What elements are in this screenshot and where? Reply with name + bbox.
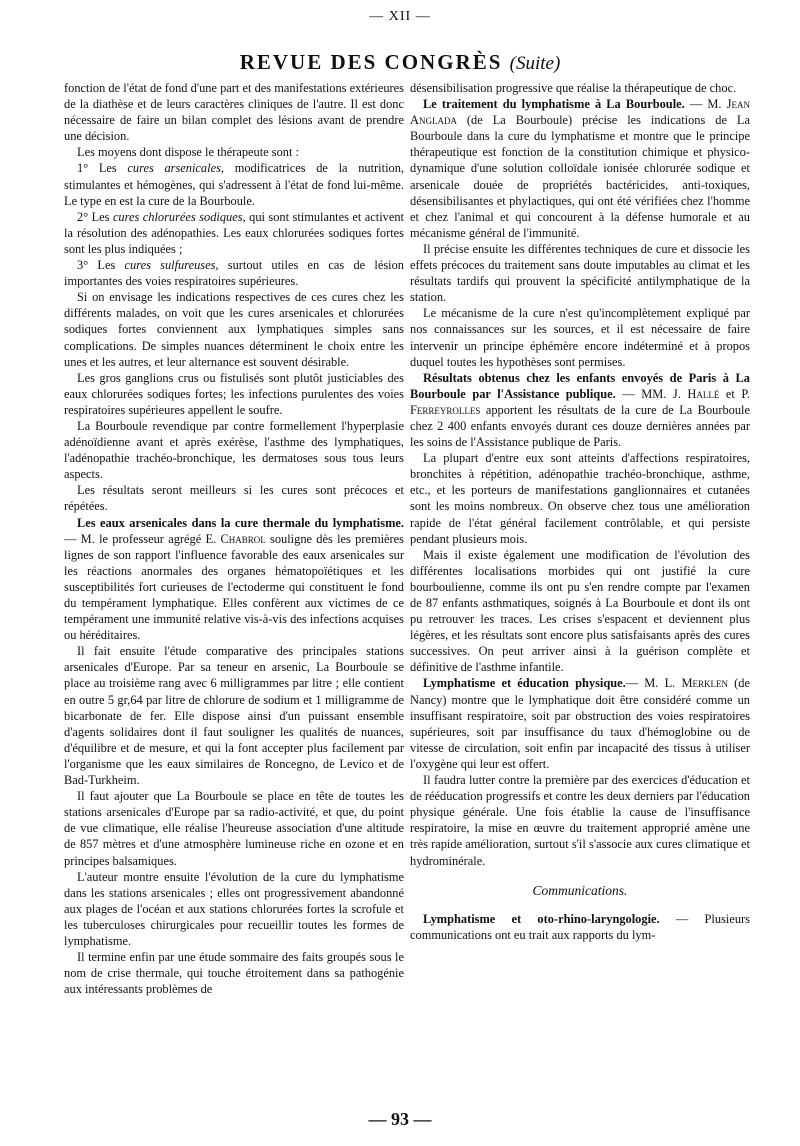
page-folio: — XII — [369, 9, 431, 24]
paragraph: La Bourboule revendique par contre formellement l'hyperplasie adénoïdienne avant et après exérèse, l'asthme des lymphatiques, l'adénopathie trachéo-bronchique, les dermatoses sous tous leurs aspects. [64, 418, 404, 482]
section-heading: Lymphatisme et oto-rhino-laryngologie. [423, 911, 660, 926]
title-suite: (Suite) [509, 53, 561, 74]
paragraph: Il précise ensuite les différentes techniques de cure et dissocie les effets précoces du traitement sans doute imputables au climat et les résultats tardifs qui prouvent la spécificité antilymphatique de la station. [410, 241, 750, 305]
section-paragraph: Le traitement du lymphatisme à La Bourboule. — M. Jean Anglada (de La Bourboule) précise les indications de La Bourboule dans la cure du lymphatisme et montre que le principe thérapeutique est fonction de la constitution chimique et physico-dynamique d'une solution colloïdale ionisée chlorurée sodique et arsenicale douée de propriétés bactéricides, anti-toxiques, désensibilisantes et phylactiques, qui ont été vérifiées chez l'homme et chez l'animal et qui concourent à la défense humorale et au mécanisme général de l'immunité. [410, 97, 750, 240]
right-column [410, 80, 750, 943]
left-column [64, 80, 404, 997]
section-paragraph: Lymphatisme et oto-rhino-laryngologie. — Plusieurs communications ont eu trait aux rapports du lym- [410, 911, 750, 942]
paragraph: Il faudra lutter contre la première par des exercices d'éducation et de rééducation progressifs et contre les deux derniers par l'éducation physique générale. Une fois établie la cause de l'insuffisance respiratoire, la mise en œuvre du traitement approprié amène une très rapide amélioration, surtout s'il s'associe aux cures climatique et hydrominérale. [410, 773, 750, 868]
paragraph: Les moyens dont dispose le thérapeute sont : [77, 145, 299, 160]
section-heading: Résultats obtenus chez les enfants envoyés de Paris à La Bourboule par l'Assistance publique. [410, 370, 750, 401]
paragraph: Mais il existe également une modification de l'évolution des différentes localisations morbides qui ont justifié la cure bourboulienne, comme ils ont pu s'en rendre compte par l'examen de 87 enfants asthmatiques, soignés à La Bourboule et dont ils ont pu retrouver les traces. Les crises s'espacent et deviennent plus légères, et les résultats sont encore plus satisfaisants après des cures successives. On peut arriver ainsi à la guérison complète et définitive de l'asthme infantile. [410, 547, 750, 675]
paragraph: fonction de l'état de fond d'une part et des manifestations extérieures de la diathèse et de leurs caractères cliniques de l'autre. Il est donc nécessaire de faire un bilan complet des lésions avant de prendre une décision. [64, 81, 404, 144]
paragraph: L'auteur montre ensuite l'évolution de la cure du lymphatisme dans les stations arsenicales ; elles ont progressivement abandonné aux plages de l'océan et aux stations chlorurées fortes la scrofule et les tuberculoses chirurgicales pour recueillir toutes les formes de lymphatisme. [64, 869, 404, 948]
paragraph: La plupart d'entre eux sont atteints d'affections respiratoires, bronchites à répétition, adénopathie trachéo-bronchique, asthme, etc., et les porteurs de manifestations ganglionnaires et cutanées sont les moins nombreux. On observe chez tous une amélioration rapide de l'état général facilement contrôlable, et qui persiste pendant plusieurs mois. [410, 451, 750, 546]
author-name: Hallé [687, 386, 720, 401]
paragraph: 3° Les cures sulfureuses, surtout utiles en cas de lésion importantes des voies respiratoires supérieures. [64, 258, 404, 289]
paragraph: Le mécanisme de la cure n'est qu'incomplètement expliqué par nos connaissances sur les sources, et il est nécessaire de faire intervenir un principe éphémère encore indéterminé et à propos duquel toutes les hypothèses sont permises. [410, 306, 750, 369]
paragraph: Les gros ganglions crus ou fistulisés sont plutôt justiciables des eaux chlorurées sodiques fortes; les infections purulentes des voies respiratoires supérieures appellent le soufre. [64, 370, 404, 417]
paragraph: Il termine enfin par une étude sommaire des faits groupés sous le nom de crise thermale, qui touche étroitement dans sa pathogénie aux intéressants problèmes de [64, 950, 404, 997]
author-name: Jean Anglada [410, 97, 750, 128]
communications-heading: Communications. [532, 882, 628, 898]
section-heading: Lymphatisme et éducation physique. [423, 676, 626, 691]
paragraph: 1° Les cures arsenicales, modificatrices de la nutrition, stimulantes et hémogènes, qui s'adressent à l'état de fond lui-même. Le type en est la cure de la Bourboule. [64, 161, 404, 208]
paragraph: désensibilisation progressive que réalise la thérapeutique de choc. [410, 81, 737, 95]
author-name: E. Chabrol [205, 531, 266, 546]
paragraph: 2° Les cures chlorurées sodiques, qui sont stimulantes et activent la résolution des adénopathies. Les eaux chlorurées sodiques fortes sont les plus indiquées ; [64, 209, 404, 256]
author-name: L. Merklen [664, 676, 728, 691]
paragraph: Il fait ensuite l'étude comparative des principales stations arsenicales d'Europe. Par sa teneur en arsenic, La Bourboule se place au troisième rang avec 6 milligrammes par litre ; elle contient en outre 5 gr,64 par litre de chlorure de sodium et 1 milligramme de bicarbonate de fer. Elle dispose ainsi d'un puissant ensemble d'agents solidaires dont il faut souligner les qualités de nuances, d'équilibre et de mesure, et qui la font accepter plus facilement par l'organisme que les eaux similaires de Roncegno, de Levico et de Bad-Turkheim. [64, 644, 404, 788]
section-heading: Les eaux arsenicales dans la cure thermale du lymphatisme. [77, 515, 404, 530]
paragraph: Les résultats seront meilleurs si les cures sont précoces et répétées. [64, 483, 404, 514]
paragraph: Si on envisage les indications respectives de ces cures chez les différents malades, on voit que les cures arsenicales et chlorurées sodiques fortes conviennent aux lymphatiques simples sans complications. De simples nuances déterminent le choix entre les unes et les autres, et leur alternance est souvent désirable. [64, 290, 404, 369]
page-number: — 93 — [368, 1109, 432, 1129]
title-main: REVUE DES CONGRÈS [239, 50, 503, 74]
section-heading: Le traitement du lymphatisme à La Bourboule. [423, 97, 685, 112]
section-paragraph: Les eaux arsenicales dans la cure thermale du lymphatisme.— M. le professeur agrégé E. Chabrol souligne dès les premières lignes de son rapport l'influence favorable des eaux arsenicales sur les réactions anormales des organes hématopoïétiques et les susceptibilités fort curieuses de l'ectoderme qui constituent le fond du tempérament lymphatique. Elles confèrent aux victimes de ce tempérament une immunité relative vis-à-vis des infections acquises ou héréditaires. [64, 515, 404, 643]
page-title [0, 50, 800, 75]
section-paragraph: Résultats obtenus chez les enfants envoyés de Paris à La Bourboule par l'Assistance publique. — MM. J. Hallé et P. Ferreyrolles apportent les résultats de la cure de La Bourboule chez 2 400 enfants envoyés durant ces douze dernières années par les soins de l'Assistance publique de Paris. [410, 370, 750, 450]
paragraph: Il faut ajouter que La Bourboule se place en tête de toutes les stations arsenicales d'Europe par sa radio-activité, et que, du point de vue climatique, elle réalise l'heureuse association d'une altitude de 857 mètres et d'une atmosphère lumineuse riche en ozone et en principes balsamiques. [64, 789, 404, 868]
author-name: Ferreyrolles [410, 402, 481, 417]
section-paragraph: Lymphatisme et éducation physique.— M. L. Merklen (de Nancy) montre que le lymphatique doit être considéré comme un insuffisant respiratoire, soit par obstruction des voies respiratoires supérieures, soit par insuffisance du taux d'hémoglobine ou de vitesse de circulation, soit enfin par incapacité des tissus à utiliser l'oxygène qui leur est offert. [410, 676, 750, 771]
